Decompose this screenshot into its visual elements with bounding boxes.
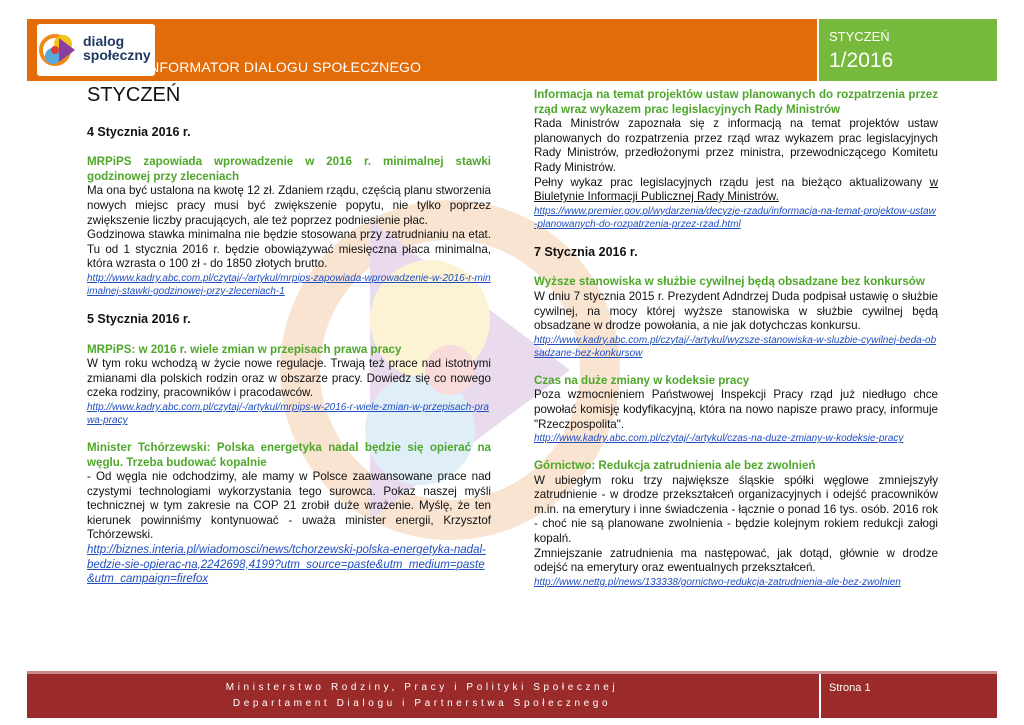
dialog-spoleczny-logo <box>37 24 155 76</box>
footer-department-name: Departament Dialogu i Partnerstwa Społecznego <box>232 698 612 709</box>
article-headline: Informacja na temat projektów ustaw planowanych do rozpatrzenia przez rząd wraz wykazem prac legislacyjnych Rady Ministrów <box>534 88 938 116</box>
article-link[interactable]: http://www.kadry.abc.com.pl/czytaj/-/artykul/czas-na-duze-zmiany-w-kodeksie-pracy <box>534 433 904 445</box>
page-header <box>27 19 997 81</box>
article <box>534 88 938 231</box>
article-headline: Czas na duże zmiany w kodeksie pracy <box>534 373 750 387</box>
article-paragraph: Zmniejszanie zatrudnienia ma następować, jak dotąd, głównie w drodze odejść na emerytury oraz ewentualnych przekształceń. <box>534 546 938 575</box>
article <box>87 441 491 587</box>
article-paragraph: - Od węgla nie odchodzimy, ale mamy w Polsce zaawansowane prace nad czystymi technologiami wykorzystania tego surowca. Pokaz naszej myśli technicznej w tym zakresie na COP 21 zrobił duże wrażenie. Myślę, że ten kierunek powinniśmy kontynuować - uważa minister energii, Krzysztof Tchórzewski. <box>87 470 491 542</box>
header-banner <box>27 19 817 81</box>
article-headline: MRPiPS zapowiada wprowadzenie w 2016 r. minimalnej stawki godzinowej przy zleceniach <box>87 155 491 183</box>
article-link[interactable]: http://www.kadry.abc.com.pl/czytaj/-/artykul/wyzsze-stanowiska-w-sluzbie-cywilnej-beda-obsadzane-bez-konkursow <box>534 334 937 359</box>
date-heading: 7 Stycznia 2016 r. <box>534 244 638 259</box>
article <box>534 374 938 445</box>
article-paragraph <box>534 176 938 205</box>
logo-text: dialog społeczny <box>83 33 151 63</box>
page-footer <box>27 671 997 718</box>
newsletter-title: INFORMATOR DIALOGU SPOŁECZNEGO <box>145 59 422 75</box>
article <box>534 459 938 589</box>
page-title: STYCZEŃ <box>87 84 181 106</box>
article-text: Pełny wykaz prac legislacyjnych rządu jest na bieżąco aktualizowany <box>534 175 930 189</box>
article-headline: Górnictwo: Redukcja zatrudnienia ale bez zwolnień <box>534 459 816 473</box>
article-link[interactable]: http://www.nettg.pl/news/133338/gornictwo-redukcja-zatrudnienia-ale-bez-zwolnien <box>534 576 901 588</box>
footer-ministry-name: Ministerstwo Rodziny, Pracy i Polityki Społecznej <box>225 682 619 693</box>
issue-box <box>819 19 997 81</box>
article <box>87 155 491 298</box>
page-number: Strona 1 <box>829 682 871 694</box>
issue-month: STYCZEŃ <box>829 29 890 44</box>
article-link[interactable]: http://www.kadry.abc.com.pl/czytaj/-/artykul/mrpips-w-2016-r-wiele-zmian-w-przepisach-prawa-pracy <box>87 401 489 426</box>
date-heading: 4 Stycznia 2016 r. <box>87 124 191 139</box>
article-paragraph: Rada Ministrów zapoznała się z informacją na temat projektów ustaw planowanych do rozpatrzenia przez rząd wraz wykazem prac legislacyjnych Rady Ministrów, przedłożonymi przez ministra, przewodniczącego Komitetu Rady Ministrów. <box>534 117 938 174</box>
right-column <box>534 88 938 603</box>
article-paragraph: Ma ona być ustalona na kwotę 12 zł. Zdaniem rządu, częścią planu stworzenia nowych miejsc pracy musi być zwiększenie popytu, nie tylko poprzez zwiększenie liczby pracujących, ale też poprzez podniesienie płac. <box>87 184 491 227</box>
article-paragraph: W dniu 7 stycznia 2015 r. Prezydent Adndrzej Duda podpisał ustawię o służbie cywilnej, na mocy której wyższe stanowiska w służbie cywilnej będą obsadzane w drodze powołania, a nie jak dotychczas konkursu. <box>534 289 938 333</box>
article-link[interactable]: https://www.premier.gov.pl/wydarzenia/decyzje-rzadu/informacja-na-temat-projektow-ustaw-planowanych-do-rozpatrzenia-przez-rzad.html <box>534 205 936 230</box>
article <box>87 343 491 427</box>
article-link[interactable]: http://www.kadry.abc.com.pl/czytaj/-/artykul/mrpips-zapowiada-wprowadzenie-w-2016-r-minimalnej-stawki-godzinowej-przy-zleceniach-1 <box>87 272 491 297</box>
issue-number: 1/2016 <box>829 49 894 72</box>
article-link[interactable]: http://biznes.interia.pl/wiadomosci/news/tchorzewski-polska-energetyka-nadal-bedzie-sie-opierac-na,2242698,4199?utm_source=paste&utm_medium=paste&utm_campaign=firefox <box>87 544 486 586</box>
logo-icon <box>39 26 83 74</box>
bip-link[interactable]: w Biuletynie Informacji Publicznej Rady Ministrów. <box>534 175 938 204</box>
article-headline: Wyższe stanowiska w służbie cywilnej będą obsadzane bez konkursów <box>534 275 925 289</box>
article <box>534 275 938 359</box>
article-headline: MRPiPS: w 2016 r. wiele zmian w przepisach prawa pracy <box>87 342 402 356</box>
date-heading: 5 Stycznia 2016 r. <box>87 311 191 326</box>
footer-page-box <box>819 674 999 718</box>
article-paragraph: Godzinowa stawka minimalna nie będzie stosowana przy zatrudnianiu na etat. Tu od 1 stycznia 2016 r. będzie obowiązywać miesięczna płaca minimalna, która wzrasta o 100 zł - do 1850 złotych brutto. <box>87 228 491 271</box>
article-paragraph: W ubiegłym roku trzy największe śląskie spółki węglowe zmniejszyły zatrudnienie - w drodze przekształceń organizacyjnych i odejść pracowników m.in. na emerytury i inne świadczenia - łącznie o ponad 16 tys. osób. 2016 rok - choć nie są planowane zwolnienia - będzie kolejnym rokiem redukcji załogi kopalń. <box>534 473 938 546</box>
footer-ministry <box>27 674 817 718</box>
article-headline: Minister Tchórzewski: Polska energetyka nadal będzie się opierać na węglu. Trzeba budować kopalnie <box>87 440 491 469</box>
article-paragraph: W tym roku wchodzą w życie nowe regulacje. Trwają też prace nad istotnymi zmianami dla polskich rodzin oraz w obszarze pracy. Dowiedz się co nowego czeka rodziny, pracowników i pracodawców. <box>87 357 491 400</box>
left-column <box>87 84 491 601</box>
article-paragraph: Poza wzmocnieniem Państwowej Inspekcji Pracy rząd już niedługo chce powołać komisję kodyfikacyjną, która na nowo napisze prawo pracy, informuje "Rzeczpospolita". <box>534 388 938 431</box>
